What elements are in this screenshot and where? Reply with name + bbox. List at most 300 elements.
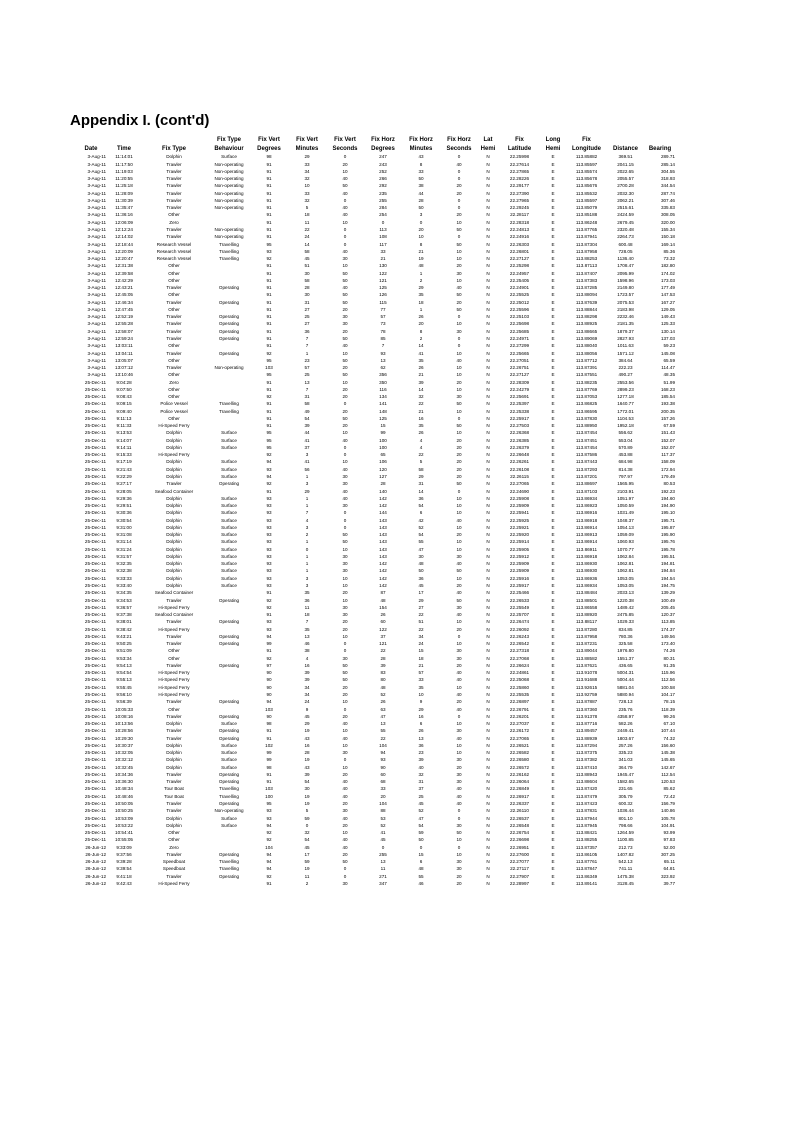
cell-fix-vert-seconds: 40 [342, 786, 348, 792]
cell-fix-type: Trawler [166, 190, 182, 196]
cell-bearing: 39.77 [663, 880, 675, 886]
cell-fix-longitude: 113.88697 [575, 481, 598, 487]
cell-lat-hemi: N [486, 176, 490, 182]
cell-fix-horz-minutes: 2 [419, 335, 423, 341]
cell-date: 3-Aug-11 [87, 256, 106, 262]
cell-fix-horz-minutes: 55 [418, 539, 424, 545]
cell-date: 26-Jun-12 [85, 866, 106, 872]
cell-fix-horz-minutes: 6 [419, 510, 423, 516]
cell-bearing: 194.54 [660, 575, 675, 581]
cell-time: 9:29:36 [116, 495, 132, 501]
cell-fix-vert-seconds: 10 [342, 597, 348, 603]
cell-bearing: 285.14 [660, 161, 675, 167]
cell-fix-horz-degrees: 255 [379, 197, 387, 203]
cell-time: 9:17:19 [116, 459, 132, 465]
cell-fix-horz-seconds: 20 [456, 459, 462, 465]
cell-fix-type: Trawler [166, 481, 182, 487]
cell-time: 10:48:34 [115, 786, 133, 792]
cell-fix-horz-minutes: 48 [418, 866, 424, 872]
cell-fix-latitude: 22.25909 [509, 561, 530, 567]
cell-fix-longitude: 113.87357 [575, 844, 598, 850]
cell-fix-vert-minutes: 38 [304, 648, 310, 654]
cell-time: 9:31:00 [116, 524, 132, 530]
cell-fix-horz-seconds: 0 [457, 176, 461, 182]
cell-fix-latitude: 22.27318 [509, 648, 530, 654]
cell-bearing: 194.90 [660, 503, 675, 509]
cell-fix-horz-degrees: 73 [380, 321, 386, 327]
cell-time: 9:36:57 [116, 604, 132, 610]
cell-distance: 231.65 [618, 786, 633, 792]
cell-fix-vert-degrees: 91 [266, 343, 272, 349]
cell-fix-type: Hi-Speed Ferry [158, 880, 190, 886]
cell-date: 25-Dec-11 [84, 728, 106, 734]
cell-fix-longitude: 113.87830 [575, 415, 598, 421]
cell-fix-type: Hi-Speed Ferry [158, 691, 190, 697]
cell-lat-hemi: N [486, 800, 490, 806]
cell-fix-longitude: 113.85882 [575, 154, 598, 160]
cell-lat-hemi: N [486, 597, 490, 603]
cell-fix-type: Dolphin [166, 437, 182, 443]
cell-time: 9:37:56 [116, 851, 132, 857]
cell-fix-type: Dolphin [166, 154, 182, 160]
cell-fix-vert-seconds: 40 [342, 735, 348, 741]
cell-time: 11:28:09 [115, 190, 133, 196]
cell-bearing: 59.23 [663, 343, 675, 349]
cell-fix-type: Trawler [166, 699, 182, 705]
cell-fix-vert-minutes: 33 [304, 190, 310, 196]
cell-fix-horz-seconds: 10 [456, 641, 462, 647]
cell-fix-longitude: 113.87451 [575, 437, 598, 443]
cell-fix-horz-minutes: 54 [418, 503, 424, 509]
cell-fix-vert-degrees: 104 [265, 844, 273, 850]
cell-long-hemi: E [551, 350, 555, 356]
cell-fix-longitude: 113.87765 [575, 226, 598, 232]
cell-fix-type: Dolphin [166, 750, 182, 756]
cell-distance: 1053.05 [617, 575, 634, 581]
cell-fix-vert-seconds: 40 [342, 248, 348, 254]
cell-fix-type-behaviour: Surface [221, 575, 237, 581]
cell-date: 25-Dec-11 [84, 641, 106, 647]
cell-time: 12:47:45 [115, 306, 133, 312]
cell-fix-vert-degrees: 91 [266, 285, 272, 291]
cell-fix-horz-degrees: 143 [379, 517, 387, 523]
cell-fix-vert-minutes: 19 [304, 757, 310, 763]
cell-fix-vert-minutes: 3 [305, 583, 309, 588]
cell-time: 13:05:07 [115, 357, 133, 363]
cell-fix-horz-minutes: 22 [418, 626, 424, 632]
cell-long-hemi: E [551, 655, 555, 661]
cell-fix-type: Trawler [166, 851, 182, 857]
cell-fix-type: Dolphin [166, 503, 182, 509]
table-row [74, 684, 677, 691]
cell-time: 11:35:47 [115, 205, 133, 211]
cell-fix-vert-seconds: 10 [342, 728, 348, 734]
cell-fix-latitude: 22.25338 [509, 408, 530, 414]
cell-time: 10:53:22 [115, 822, 133, 828]
cell-fix-type-behaviour [208, 212, 250, 219]
cell-fix-horz-seconds: 40 [456, 670, 462, 676]
cell-fix-horz-degrees: 125 [379, 415, 387, 421]
cell-fix-vert-degrees: 98 [266, 154, 272, 160]
cell-time: 9:07:50 [116, 386, 132, 392]
cell-fix-horz-minutes: 16 [418, 415, 424, 421]
cell-fix-horz-minutes: 26 [418, 365, 424, 371]
cell-fix-latitude: 22.26474 [509, 619, 530, 625]
cell-fix-longitude: 113.87944 [575, 815, 598, 821]
cell-fix-longitude: 113.88298 [575, 314, 598, 320]
cell-fix-type-behaviour [208, 684, 250, 691]
cell-fix-horz-degrees: 39 [380, 662, 386, 668]
cell-fix-type: Other [168, 415, 180, 421]
cell-fix-vert-minutes: 37 [304, 444, 310, 450]
cell-fix-vert-seconds: 10 [342, 575, 348, 581]
cell-fix-vert-minutes: 3 [305, 524, 309, 530]
cell-fix-horz-degrees: 117 [379, 241, 387, 247]
cell-date: 25-Dec-11 [84, 779, 106, 785]
cell-fix-latitude: 22.26648 [509, 452, 530, 458]
cell-distance: 5004.44 [617, 677, 634, 683]
cell-fix-vert-minutes: 45 [304, 256, 310, 262]
cell-fix-longitude: 113.92615 [575, 684, 598, 690]
cell-long-hemi: E [551, 292, 555, 298]
cell-fix-vert-minutes: 24 [304, 234, 310, 240]
cell-date: 25-Dec-11 [84, 721, 106, 727]
cell-long-hemi: E [551, 394, 555, 400]
cell-date: 3-Aug-11 [87, 365, 106, 371]
cell-fix-type: Trawler [166, 713, 182, 719]
cell-fix-vert-degrees: 91 [266, 880, 272, 886]
cell-fix-type-behaviour [208, 837, 250, 844]
cell-fix-horz-degrees: 47 [380, 713, 386, 719]
cell-fix-type-behaviour: Surface [221, 474, 237, 480]
cell-distance: 305.79 [618, 793, 633, 799]
cell-fix-horz-minutes: 39 [418, 379, 424, 385]
cell-fix-vert-seconds: 40 [342, 837, 348, 843]
cell-time: 9:38:01 [116, 619, 132, 625]
cell-time: 10:05:33 [115, 706, 133, 712]
cell-bearing: 200.35 [660, 408, 675, 414]
cell-fix-vert-seconds: 0 [343, 866, 347, 872]
table-row [74, 510, 677, 517]
cell-fix-type: Trawler [166, 161, 182, 167]
cell-fix-horz-minutes: 13 [418, 735, 424, 741]
cell-fix-horz-degrees: 52 [380, 691, 386, 697]
cell-long-hemi: E [551, 866, 555, 872]
cell-fix-horz-seconds: 20 [456, 299, 462, 305]
cell-distance: 2041.15 [617, 161, 634, 167]
cell-long-hemi: E [551, 626, 555, 632]
cell-date: 25-Dec-11 [84, 706, 106, 712]
cell-lat-hemi: N [486, 226, 490, 232]
cell-fix-type: Tour Boat [164, 786, 184, 792]
cell-long-hemi: E [551, 335, 555, 341]
cell-fix-vert-degrees: 91 [266, 415, 272, 421]
cell-lat-hemi: N [486, 844, 490, 850]
cell-fix-horz-degrees: 356 [379, 372, 387, 378]
cell-bearing: 48.35 [663, 372, 675, 378]
cell-fix-longitude: 113.86349 [575, 873, 598, 879]
cell-fix-horz-seconds: 40 [456, 786, 462, 792]
cell-fix-type-behaviour [208, 488, 250, 495]
cell-distance: 1054.13 [617, 524, 634, 530]
table-row [74, 190, 677, 197]
cell-fix-vert-seconds: 10 [342, 699, 348, 705]
cell-distance: 325.58 [618, 641, 633, 647]
cell-fix-vert-seconds: 50 [342, 372, 348, 378]
cell-bearing: 194.60 [660, 495, 675, 501]
cell-fix-type: Trawler [166, 205, 182, 211]
cell-long-hemi: E [551, 241, 555, 247]
cell-date: 25-Dec-11 [84, 532, 106, 538]
cell-fix-vert-degrees: 91 [266, 321, 272, 327]
cell-fix-longitude: 113.88484 [575, 590, 598, 596]
cell-fix-vert-degrees: 102 [265, 742, 273, 748]
cell-long-hemi: E [551, 648, 555, 654]
cell-lat-hemi: N [486, 590, 490, 596]
cell-fix-vert-minutes: 1 [305, 350, 309, 356]
cell-fix-vert-minutes: 1 [305, 561, 309, 567]
cell-fix-vert-minutes: 3 [305, 481, 309, 487]
cell-fix-vert-seconds: 0 [343, 524, 347, 530]
cell-fix-vert-minutes: 18 [304, 612, 310, 618]
cell-fix-vert-degrees: 93 [266, 546, 272, 552]
cell-date: 25-Dec-11 [84, 771, 106, 777]
cell-long-hemi: E [551, 481, 555, 487]
cell-bearing: 100.58 [660, 684, 675, 690]
table-row [74, 495, 677, 502]
cell-fix-vert-minutes: 1 [305, 495, 309, 501]
cell-long-hemi: E [551, 735, 555, 741]
cell-long-hemi: E [551, 575, 555, 581]
table-row [74, 706, 677, 713]
cell-long-hemi: E [551, 590, 555, 596]
cell-fix-vert-seconds: 20 [342, 590, 348, 596]
cell-time: 9:37:38 [116, 612, 132, 618]
cell-fix-vert-seconds: 20 [342, 619, 348, 625]
cell-distance: 556.62 [618, 430, 633, 436]
cell-long-hemi: E [551, 256, 555, 262]
cell-fix-vert-degrees: 91 [266, 234, 272, 240]
cell-lat-hemi: N [486, 277, 490, 283]
cell-long-hemi: E [551, 619, 555, 625]
cell-distance: 2103.91 [617, 488, 634, 494]
cell-fix-vert-degrees: 92 [266, 350, 272, 356]
cell-fix-horz-minutes: 32 [418, 771, 424, 777]
cell-fix-latitude: 22.25909 [509, 503, 530, 509]
cell-long-hemi: E [551, 219, 555, 225]
cell-fix-vert-minutes: 7 [305, 619, 309, 625]
cell-fix-longitude: 113.89457 [575, 728, 598, 734]
cell-fix-horz-degrees: 52 [380, 822, 386, 828]
cell-fix-longitude: 113.87941 [575, 234, 598, 240]
cell-date: 26-Jun-12 [85, 844, 106, 850]
cell-bearing: 194.75 [660, 583, 675, 588]
cell-fix-vert-minutes: 25 [304, 372, 310, 378]
column-header-fix-type: Fix Type [162, 146, 186, 152]
cell-fix-type: Dolphin [166, 510, 182, 516]
cell-fix-horz-degrees: 45 [380, 837, 386, 843]
cell-fix-type: Trawler [166, 597, 182, 603]
cell-fix-vert-minutes: 46 [304, 641, 310, 647]
cell-bearing: 289.71 [660, 154, 675, 160]
table-row [74, 757, 677, 764]
cell-bearing: 192.23 [660, 488, 675, 494]
cell-long-hemi: E [551, 277, 555, 283]
cell-lat-hemi: N [486, 263, 490, 269]
cell-fix-vert-seconds: 20 [342, 626, 348, 632]
cell-distance: 798.66 [618, 822, 633, 828]
cell-fix-vert-degrees: 93 [266, 510, 272, 516]
cell-fix-vert-degrees: 91 [266, 612, 272, 618]
cell-fix-horz-minutes: 54 [418, 822, 424, 828]
cell-long-hemi: E [551, 154, 555, 160]
cell-time: 9:39:28 [116, 859, 132, 865]
cell-fix-vert-degrees: 90 [266, 691, 272, 697]
cell-bearing: 173.03 [660, 277, 675, 283]
cell-fix-vert-minutes: 58 [304, 277, 310, 283]
cell-fix-latitude: 22.24861 [509, 670, 530, 676]
cell-fix-vert-degrees: 91 [266, 299, 272, 305]
cell-fix-horz-minutes: 45 [418, 800, 424, 806]
cell-fix-vert-seconds: 30 [342, 321, 348, 327]
table-row [74, 830, 677, 837]
cell-time: 9:14:11 [116, 444, 132, 450]
table-row [74, 343, 677, 350]
cell-fix-longitude: 113.87454 [575, 430, 598, 436]
table-row [74, 459, 677, 466]
cell-bearing: 174.37 [660, 626, 675, 632]
cell-long-hemi: E [551, 488, 555, 494]
cell-fix-latitude: 22.26115 [510, 474, 529, 480]
cell-fix-vert-minutes: 44 [304, 430, 310, 436]
cell-fix-vert-seconds: 0 [343, 234, 347, 240]
cell-fix-longitude: 113.87294 [575, 742, 598, 748]
cell-time: 12:14:02 [115, 234, 133, 240]
cell-fix-vert-degrees: 93 [266, 568, 272, 574]
cell-fix-longitude: 113.88943 [575, 771, 598, 777]
cell-lat-hemi: N [486, 677, 490, 683]
cell-lat-hemi: N [486, 633, 490, 639]
cell-fix-longitude: 113.87407 [575, 270, 598, 276]
cell-fix-longitude: 113.92759 [575, 691, 598, 697]
cell-distance: 3128.45 [617, 880, 634, 886]
table-row [74, 270, 677, 277]
cell-fix-latitude: 22.27299 [509, 343, 530, 349]
column-header-fix-horz-seconds: Fix Horz Seconds [446, 137, 472, 152]
cell-fix-horz-seconds: 50 [456, 306, 462, 312]
cell-date: 25-Dec-11 [84, 757, 106, 763]
cell-fix-vert-degrees: 92 [266, 837, 272, 843]
cell-lat-hemi: N [486, 822, 490, 828]
table-row [74, 481, 677, 488]
cell-date: 25-Dec-11 [84, 691, 106, 697]
cell-long-hemi: E [551, 285, 555, 291]
cell-distance: 1551.37 [617, 655, 634, 661]
cell-bearing: 344.54 [660, 183, 675, 189]
cell-long-hemi: E [551, 633, 555, 639]
cell-fix-horz-degrees: 142 [379, 503, 387, 509]
cell-time: 12:18:44 [115, 241, 133, 247]
cell-time: 12:43:21 [115, 285, 133, 291]
cell-lat-hemi: N [486, 212, 490, 218]
cell-date: 25-Dec-11 [84, 394, 106, 400]
cell-fix-longitude: 113.87420 [575, 786, 598, 792]
column-header-fix-latitude: Fix Latitude [507, 137, 532, 152]
cell-fix-horz-degrees: 93 [380, 757, 386, 763]
cell-fix-latitude: 22.25860 [509, 684, 530, 690]
cell-lat-hemi: N [486, 270, 490, 276]
cell-fix-vert-minutes: 23 [304, 357, 310, 363]
cell-fix-horz-seconds: 50 [456, 401, 462, 407]
cell-date: 25-Dec-11 [84, 786, 106, 792]
cell-fix-longitude: 113.87293 [575, 466, 598, 472]
cell-fix-horz-minutes: 8 [419, 161, 423, 167]
cell-lat-hemi: N [486, 815, 490, 821]
cell-bearing: 287.74 [660, 190, 675, 196]
cell-fix-longitude: 113.86936 [575, 575, 598, 581]
cell-fix-vert-seconds: 20 [342, 800, 348, 806]
table-row [74, 583, 677, 590]
cell-fix-vert-degrees: 92 [266, 256, 272, 262]
cell-fix-type: Zero [169, 379, 179, 385]
cell-fix-vert-seconds: 50 [342, 183, 348, 189]
cell-fix-vert-degrees: 94 [266, 866, 272, 872]
cell-long-hemi: E [551, 423, 555, 429]
cell-lat-hemi: N [486, 219, 490, 225]
column-header-time: Time [117, 146, 131, 152]
cell-fix-longitude: 113.88665 [575, 328, 598, 334]
cell-fix-horz-minutes: 35 [418, 292, 424, 298]
cell-fix-horz-minutes: 31 [418, 779, 424, 785]
cell-fix-latitude: 22.28318 [509, 219, 530, 225]
cell-fix-type-behaviour: Surface [221, 459, 237, 465]
cell-time: 10:08:16 [115, 713, 133, 719]
cell-fix-vert-seconds: 10 [342, 168, 348, 174]
cell-fix-longitude: 113.86916 [575, 510, 598, 516]
table-row [74, 336, 677, 343]
cell-fix-horz-minutes: 14 [418, 343, 424, 349]
cell-fix-vert-degrees: 95 [266, 800, 272, 806]
cell-fix-type-behaviour: Non-operating [214, 168, 244, 174]
cell-fix-horz-minutes: 6 [419, 859, 423, 865]
cell-fix-horz-minutes: 43 [418, 154, 424, 160]
cell-fix-horz-seconds: 0 [457, 808, 461, 814]
cell-fix-longitude: 113.86914 [575, 524, 598, 530]
cell-fix-horz-seconds: 10 [456, 430, 462, 436]
cell-fix-horz-degrees: 142 [379, 495, 387, 501]
cell-fix-latitude: 22.25466 [509, 590, 530, 596]
cell-fix-vert-degrees: 91 [266, 277, 272, 283]
cell-fix-vert-seconds: 20 [342, 328, 348, 334]
cell-fix-horz-seconds: 20 [456, 880, 462, 886]
cell-long-hemi: E [551, 604, 555, 610]
cell-fix-vert-seconds: 50 [342, 270, 348, 276]
cell-fix-latitude: 22.25914 [509, 539, 530, 545]
cell-fix-vert-degrees: 94 [266, 459, 272, 465]
cell-lat-hemi: N [486, 488, 490, 494]
cell-bearing: 157.26 [660, 415, 675, 421]
cell-date: 25-Dec-11 [84, 815, 106, 821]
cell-fix-longitude: 113.87103 [575, 488, 598, 494]
cell-fix-horz-seconds: 30 [456, 771, 462, 777]
cell-lat-hemi: N [486, 306, 490, 312]
cell-fix-type: Research Vessel [156, 256, 192, 262]
cell-fix-horz-seconds: 40 [456, 612, 462, 618]
cell-lat-hemi: N [486, 444, 490, 450]
cell-distance: 2320.48 [617, 226, 634, 232]
cell-fix-vert-degrees: 93 [266, 575, 272, 581]
table-row [74, 401, 677, 408]
